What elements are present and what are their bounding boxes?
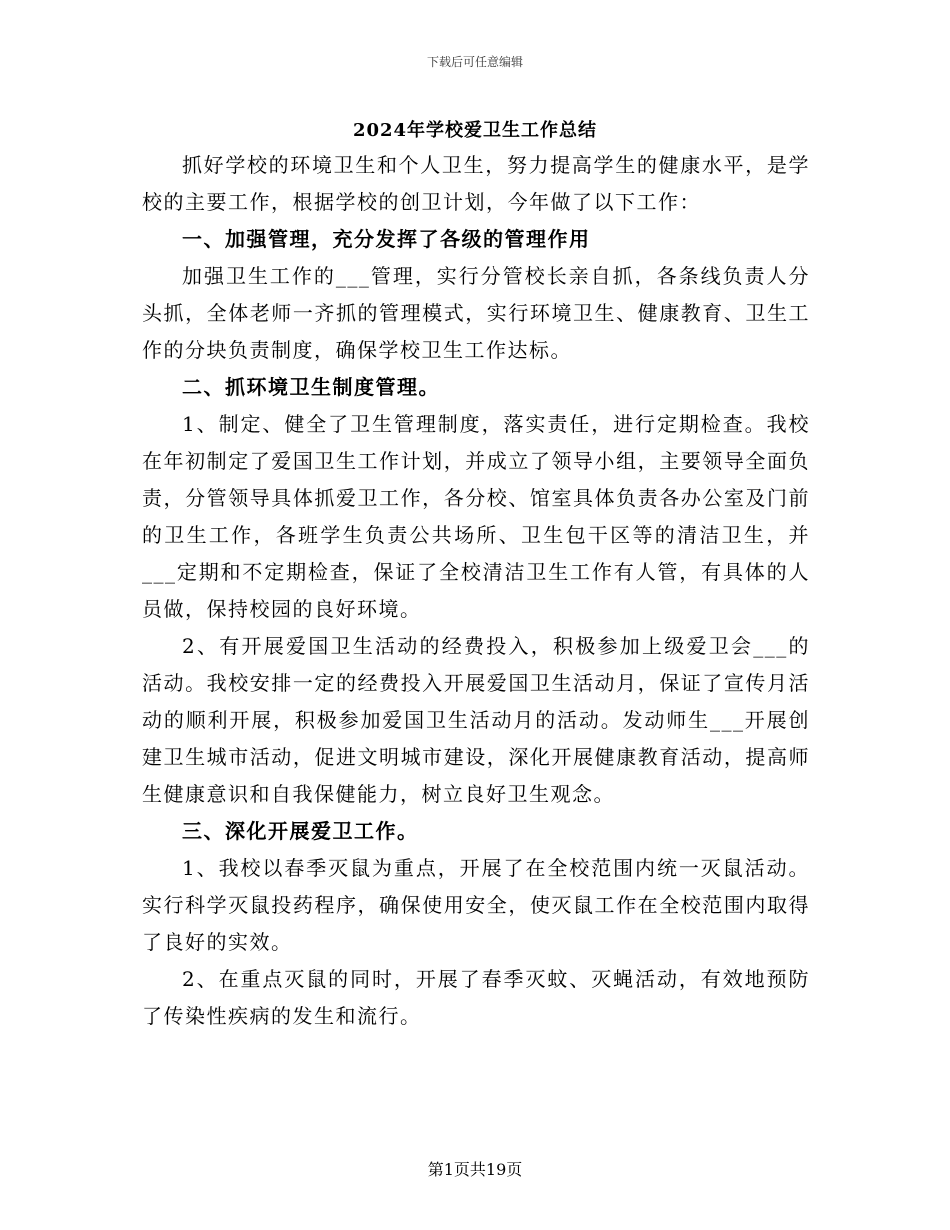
page-header-note: 下载后可任意编辑	[426, 55, 523, 69]
document-title: 2024年学校爱卫生工作总结	[352, 120, 598, 141]
section-2-item-2: 2、有开展爱国卫生活动的经费投入，积极参加上级爱卫会___的活动。我校安排一定的经费投入开展爱国卫生活动月，保证了宣传月活动的顺利开展，积极参加爱国卫生活动月的活动。发动师生___开展创建卫生城市活动，促进文明城市建设，深化开展健康教育活动，提高师生健康意识和自我保健能力，树立良好卫生观念。	[142, 634, 810, 806]
section-2-item-1: 1、制定、健全了卫生管理制度，落实责任，进行定期检查。我校在年初制定了爱国卫生工作计划，并成立了领导小组，主要领导全面负责，分管领导具体抓爱卫工作，各分校、馆室具体负责各办公室及门前的卫生工作，各班学生负责公共场所、卫生包干区等的清洁卫生，并___定期和不定期检查，保证了全校清洁卫生工作有人管，有具体的人员做，保持校园的良好环境。	[142, 412, 810, 621]
page-number: 第1页共19页	[427, 1160, 523, 1179]
section-heading-1: 一、加强管理，充分发挥了各级的管理作用	[182, 227, 591, 251]
intro-paragraph: 抓好学校的环境卫生和个人卫生，努力提高学生的健康水平，是学校的主要工作，根据学校的创卫计划，今年做了以下工作：	[142, 153, 810, 214]
section-heading-3: 三、深化开展爱卫工作。	[182, 819, 419, 843]
section-3-item-1: 1、我校以春季灭鼠为重点，开展了在全校范围内统一灭鼠活动。实行科学灭鼠投药程序，确保使用安全，使灭鼠工作在全校范围内取得了良好的实效。	[142, 856, 810, 954]
section-heading-2: 二、抓环境卫生制度管理。	[182, 375, 440, 399]
section-3-item-2: 2、在重点灭鼠的同时，开展了春季灭蚊、灭蝇活动，有效地预防了传染性疾病的发生和流行。	[142, 967, 810, 1028]
document-body	[142, 147, 810, 1035]
section-1-paragraph: 加强卫生工作的___管理，实行分管校长亲自抓，各条线负责人分头抓，全体老师一齐抓的管理模式，实行环境卫生、健康教育、卫生工作的分块负责制度，确保学校卫生工作达标。	[142, 264, 810, 362]
